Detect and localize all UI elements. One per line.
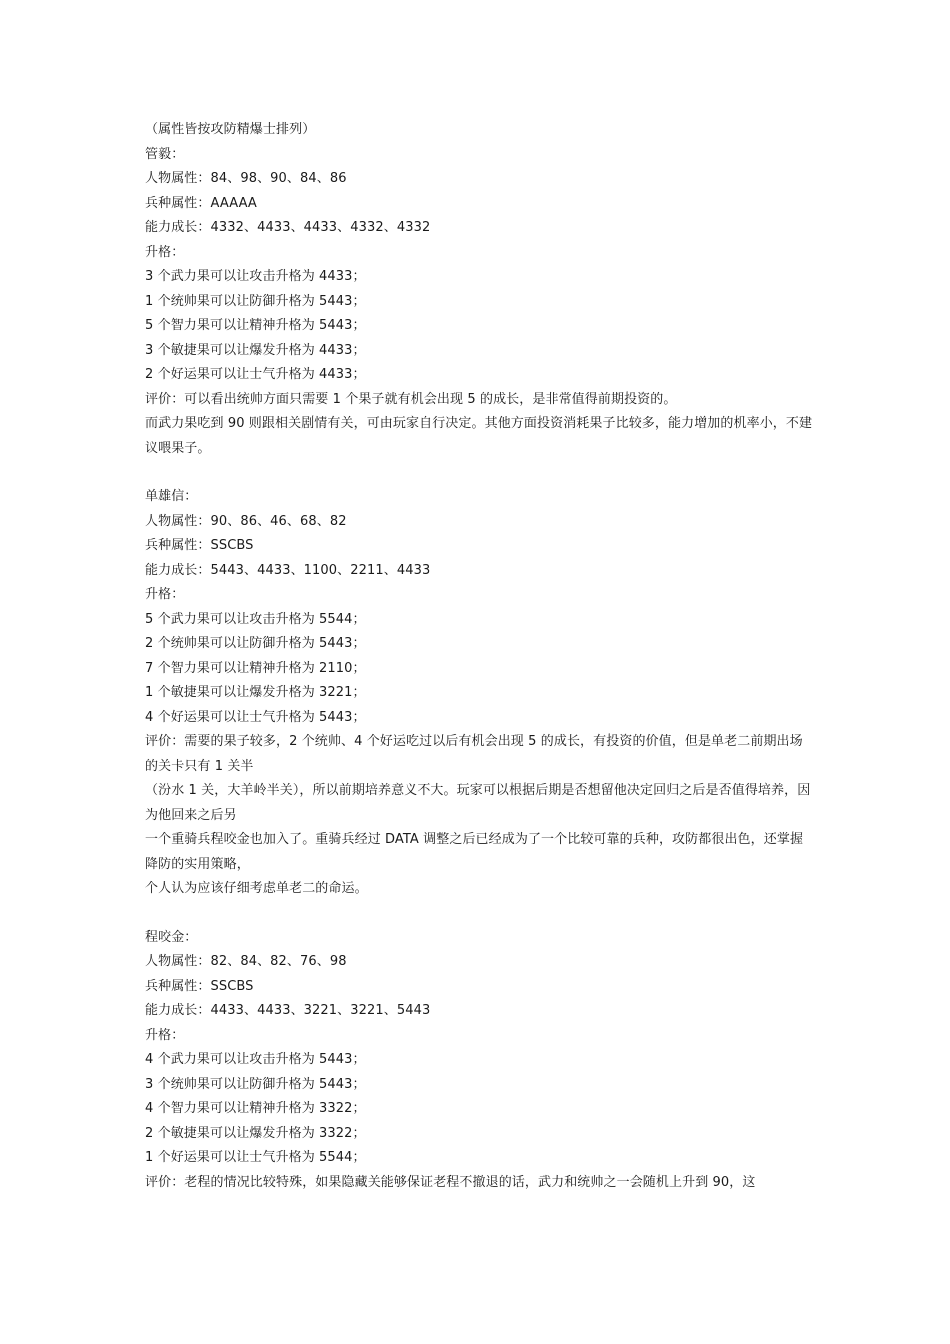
review-text: 个人认为应该仔细考虑单老二的命运。 — [145, 881, 368, 896]
troop-attributes: 兵种属性：AAAAA — [145, 195, 257, 211]
review-text: （汾水 1 关，大羊岭半关），所以前期培养意义不大。玩家可以根据后期是否想留他决定回归之后是否值得培养，因为他回来之后另 — [145, 783, 811, 823]
character-name: 程咬金： — [145, 929, 198, 945]
troop-attributes: 兵种属性：SSCBS — [145, 538, 254, 553]
character-attributes: 人物属性：90、86、46、68、82 — [145, 513, 347, 529]
review-text: 评价：可以看出统帅方面只需要 1 个果子就有机会出现 5 的成长，是非常值得前期投资的。 — [145, 391, 677, 407]
section-guan-yi — [145, 143, 815, 462]
upgrade-item: 1 个敏捷果可以让爆发升格为 3221； — [145, 685, 366, 700]
upgrade-item: 1 个统帅果可以让防御升格为 5443； — [145, 293, 366, 309]
troop-attributes: 兵种属性：SSCBS — [145, 978, 254, 994]
spacer — [145, 461, 815, 485]
character-name: 单雄信： — [145, 489, 198, 504]
spacer — [145, 902, 815, 926]
upgrade-item: 3 个敏捷果可以让爆发升格为 4433； — [145, 342, 366, 358]
document-page — [145, 118, 815, 1195]
upgrade-item: 3 个武力果可以让攻击升格为 4433； — [145, 269, 366, 284]
review-text: 评价：老程的情况比较特殊，如果隐藏关能够保证老程不撤退的话，武力和统帅之一会随机上升到 90，这 — [145, 1174, 756, 1190]
section-shan-xiongxin — [145, 485, 815, 902]
character-attributes: 人物属性：82、84、82、76、98 — [145, 954, 347, 969]
section-cheng-yaojin — [145, 926, 815, 1196]
upgrade-title: 升格： — [145, 244, 185, 260]
upgrade-item: 2 个统帅果可以让防御升格为 5443； — [145, 636, 366, 651]
character-attributes: 人物属性：84、98、90、84、86 — [145, 171, 347, 186]
upgrade-title: 升格： — [145, 587, 185, 602]
intro-note: （属性皆按攻防精爆士排列） — [145, 122, 316, 137]
upgrade-item: 5 个智力果可以让精神升格为 5443； — [145, 318, 366, 333]
upgrade-item: 4 个好运果可以让士气升格为 5443； — [145, 709, 366, 725]
growth-values: 能力成长：5443、4433、1100、2211、4433 — [145, 562, 431, 578]
upgrade-item: 2 个敏捷果可以让爆发升格为 3322； — [145, 1125, 366, 1141]
upgrade-title: 升格： — [145, 1027, 185, 1043]
growth-values: 能力成长：4433、4433、3221、3221、5443 — [145, 1003, 431, 1018]
upgrade-item: 2 个好运果可以让士气升格为 4433； — [145, 367, 366, 382]
upgrade-item: 1 个好运果可以让士气升格为 5544； — [145, 1150, 366, 1165]
character-name: 管毅： — [145, 146, 185, 162]
review-text: 一个重骑兵程咬金也加入了。重骑兵经过 DATA 调整之后已经成为了一个比较可靠的兵种，攻防都很出色，还掌握降防的实用策略， — [145, 832, 804, 872]
growth-values: 能力成长：4332、4433、4433、4332、4332 — [145, 220, 431, 235]
upgrade-item: 7 个智力果可以让精神升格为 2110； — [145, 660, 366, 676]
upgrade-item: 4 个武力果可以让攻击升格为 5443； — [145, 1052, 366, 1067]
upgrade-item: 4 个智力果可以让精神升格为 3322； — [145, 1101, 366, 1116]
upgrade-item: 3 个统帅果可以让防御升格为 5443； — [145, 1076, 366, 1092]
upgrade-item: 5 个武力果可以让攻击升格为 5544； — [145, 611, 366, 627]
review-text: 而武力果吃到 90 则跟相关剧情有关，可由玩家自行决定。其他方面投资消耗果子比较多，能力增加的机率小，不建议喂果子。 — [145, 416, 813, 456]
review-text: 评价：需要的果子较多，2 个统帅、4 个好运吃过以后有机会出现 5 的成长，有投资的价值，但是单老二前期出场的关卡只有 1 关半 — [145, 734, 803, 774]
